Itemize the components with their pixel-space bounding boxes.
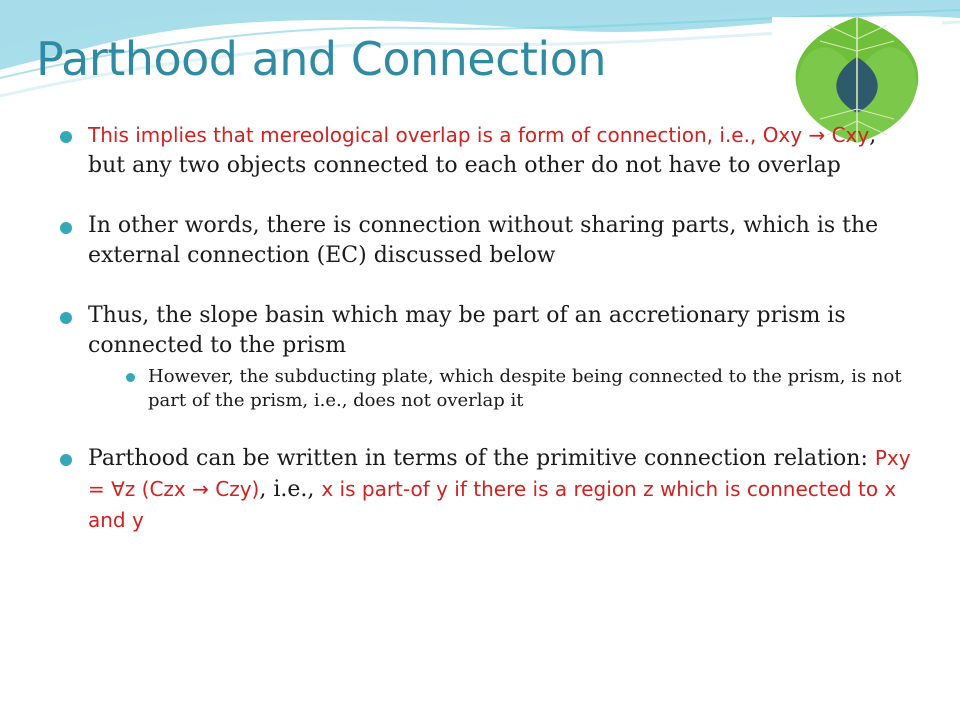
sub-bullet-subducting-plate [126, 365, 920, 413]
page-title: Parthood and Connection [36, 32, 607, 86]
bullet-parthood-text-2: , i.e., [259, 477, 322, 502]
bullet-parthood-text: Parthood can be written in terms of the primitive connection relation: [88, 446, 875, 471]
bullet-list [60, 120, 920, 536]
bullet-parthood [60, 443, 920, 536]
bullet-overlap [60, 120, 920, 181]
bullet-external-connection-text: In other words, there is connection without sharing parts, which is the external connection (EC) discussed below [88, 213, 879, 268]
bullet-overlap-red-text: This implies that mereological overlap is a form of connection, i.e., Oxy → Cxy [88, 123, 870, 147]
bullet-slope-basin [60, 301, 920, 361]
bullet-parthood-formula: Pxy = ∀z (Czx → Czy) [88, 446, 911, 501]
bullet-parthood-red-text: x is part-of y if there is a region z which is connected to x and y [88, 477, 897, 532]
sub-bullet-subducting-plate-text: However, the subducting plate, which despite being connected to the prism, is not part of the prism, i.e., does not overlap it [148, 366, 902, 411]
bullet-slope-basin-text: Thus, the slope basin which may be part of an accretionary prism is connected to the prism [88, 303, 846, 358]
bullet-overlap-text: , but any two objects connected to each other do not have to overlap [88, 123, 877, 178]
bullet-external-connection [60, 211, 920, 271]
